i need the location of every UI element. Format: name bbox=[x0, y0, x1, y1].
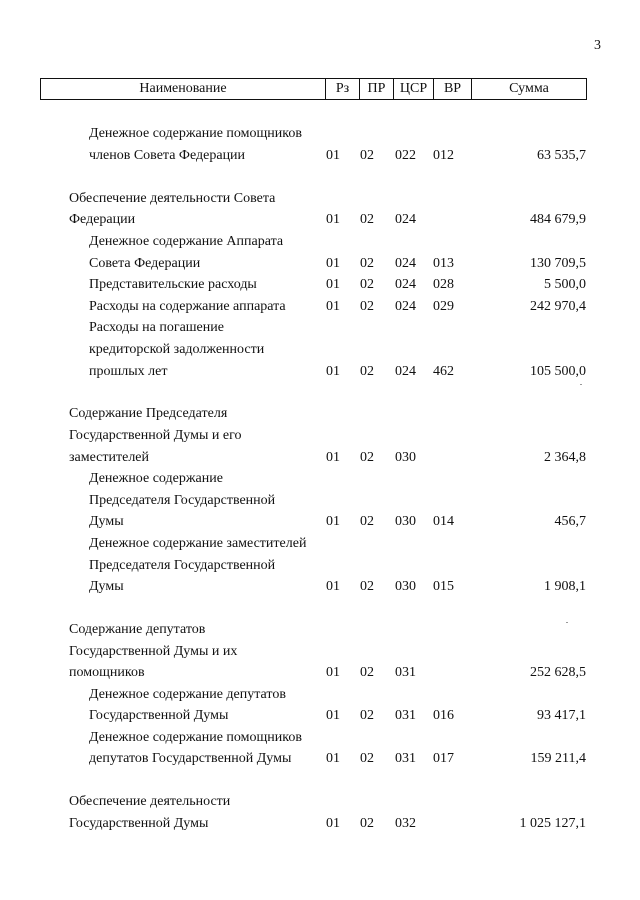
row-name: Думы bbox=[89, 579, 124, 594]
table-row bbox=[0, 231, 640, 252]
row-vr: 029 bbox=[433, 299, 454, 314]
table-row bbox=[0, 641, 640, 662]
scan-speck bbox=[580, 384, 582, 385]
row-rz: 01 bbox=[326, 514, 340, 529]
row-vr: 014 bbox=[433, 514, 454, 529]
row-name: кредиторской задолженности bbox=[89, 342, 265, 357]
row-csr: 030 bbox=[395, 579, 416, 594]
row-name: Представительские расходы bbox=[89, 277, 257, 292]
header-name: Наименование bbox=[41, 79, 326, 99]
row-name: Расходы на содержание аппарата bbox=[89, 299, 286, 314]
table-row bbox=[0, 748, 640, 769]
row-csr: 024 bbox=[395, 212, 416, 227]
row-pr: 02 bbox=[360, 665, 374, 680]
table-row bbox=[0, 188, 640, 209]
row-rz: 01 bbox=[326, 299, 340, 314]
row-pr: 02 bbox=[360, 708, 374, 723]
row-pr: 02 bbox=[360, 514, 374, 529]
table-row bbox=[0, 490, 640, 511]
row-vr: 012 bbox=[433, 148, 454, 163]
table-row bbox=[0, 813, 640, 834]
row-rz: 01 bbox=[326, 277, 340, 292]
row-pr: 02 bbox=[360, 212, 374, 227]
row-name: Денежное содержание заместителей bbox=[89, 536, 307, 551]
row-csr: 030 bbox=[395, 450, 416, 465]
row-name: Денежное содержание депутатов bbox=[89, 687, 286, 702]
row-rz: 01 bbox=[326, 450, 340, 465]
table-row bbox=[0, 339, 640, 360]
row-csr: 024 bbox=[395, 364, 416, 379]
row-sum: 159 211,4 bbox=[530, 751, 586, 766]
table-row bbox=[0, 296, 640, 317]
row-rz: 01 bbox=[326, 751, 340, 766]
table-row bbox=[0, 555, 640, 576]
row-name: Председателя Государственной bbox=[89, 493, 276, 508]
row-name: Государственной Думы bbox=[89, 708, 229, 723]
row-csr: 031 bbox=[395, 708, 416, 723]
row-csr: 030 bbox=[395, 514, 416, 529]
row-name: Содержание депутатов bbox=[69, 622, 206, 637]
row-rz: 01 bbox=[326, 708, 340, 723]
row-csr: 024 bbox=[395, 277, 416, 292]
row-pr: 02 bbox=[360, 256, 374, 271]
row-name: членов Совета Федерации bbox=[89, 148, 246, 163]
scan-speck bbox=[566, 622, 568, 623]
table-row bbox=[0, 662, 640, 683]
row-pr: 02 bbox=[360, 816, 374, 831]
row-name: Денежное содержание bbox=[89, 471, 223, 486]
row-csr: 024 bbox=[395, 256, 416, 271]
row-csr: 024 bbox=[395, 299, 416, 314]
row-csr: 032 bbox=[395, 816, 416, 831]
row-name: Расходы на погашение bbox=[89, 320, 224, 335]
row-sum: 63 535,7 bbox=[537, 148, 586, 163]
row-sum: 130 709,5 bbox=[530, 256, 586, 271]
row-sum: 484 679,9 bbox=[530, 212, 586, 227]
row-pr: 02 bbox=[360, 751, 374, 766]
row-pr: 02 bbox=[360, 148, 374, 163]
table-row bbox=[0, 123, 640, 144]
row-name: Федерации bbox=[69, 212, 136, 227]
row-rz: 01 bbox=[326, 148, 340, 163]
row-name: Государственной Думы и их bbox=[69, 644, 238, 659]
row-pr: 02 bbox=[360, 450, 374, 465]
row-name: Обеспечение деятельности bbox=[69, 794, 231, 809]
table-row bbox=[0, 425, 640, 446]
row-pr: 02 bbox=[360, 277, 374, 292]
row-name: Обеспечение деятельности Совета bbox=[69, 191, 276, 206]
row-name: депутатов Государственной Думы bbox=[89, 751, 292, 766]
row-sum: 252 628,5 bbox=[530, 665, 586, 680]
row-name: Думы bbox=[89, 514, 124, 529]
row-rz: 01 bbox=[326, 212, 340, 227]
table-row bbox=[0, 684, 640, 705]
table-row bbox=[0, 533, 640, 554]
row-name: Председателя Государственной bbox=[89, 558, 276, 573]
row-csr: 022 bbox=[395, 148, 416, 163]
row-vr: 017 bbox=[433, 751, 454, 766]
row-name: помощников bbox=[69, 665, 145, 680]
table-row bbox=[0, 619, 640, 640]
header-vr: ВР bbox=[434, 79, 472, 99]
table-row bbox=[0, 468, 640, 489]
header-rz: Рз bbox=[326, 79, 360, 99]
row-vr: 028 bbox=[433, 277, 454, 292]
table-row bbox=[0, 145, 640, 166]
table-row bbox=[0, 403, 640, 424]
row-rz: 01 bbox=[326, 256, 340, 271]
row-sum: 1 025 127,1 bbox=[519, 816, 586, 831]
row-name: Денежное содержание помощников bbox=[89, 126, 302, 141]
row-name: заместителей bbox=[69, 450, 150, 465]
table-row bbox=[0, 253, 640, 274]
table-row bbox=[0, 791, 640, 812]
header-pr: ПР bbox=[360, 79, 394, 99]
row-vr: 016 bbox=[433, 708, 454, 723]
table-row bbox=[0, 361, 640, 382]
row-sum: 456,7 bbox=[554, 514, 586, 529]
table-row bbox=[0, 727, 640, 748]
page-number: 3 bbox=[594, 38, 601, 53]
header-csr: ЦСР bbox=[394, 79, 434, 99]
row-name: Денежное содержание помощников bbox=[89, 730, 302, 745]
row-csr: 031 bbox=[395, 751, 416, 766]
table-row bbox=[0, 511, 640, 532]
table-row bbox=[0, 447, 640, 468]
row-sum: 5 500,0 bbox=[544, 277, 586, 292]
row-name: Государственной Думы и его bbox=[69, 428, 242, 443]
header-sum: Сумма bbox=[509, 81, 549, 96]
row-rz: 01 bbox=[326, 364, 340, 379]
row-csr: 031 bbox=[395, 665, 416, 680]
row-name: Денежное содержание Аппарата bbox=[89, 234, 284, 249]
row-vr: 015 bbox=[433, 579, 454, 594]
row-name: Государственной Думы bbox=[69, 816, 209, 831]
row-name: Содержание Председателя bbox=[69, 406, 228, 421]
row-rz: 01 bbox=[326, 816, 340, 831]
table-row bbox=[0, 317, 640, 338]
row-vr: 462 bbox=[433, 364, 454, 379]
row-sum: 242 970,4 bbox=[530, 299, 586, 314]
table-row bbox=[0, 705, 640, 726]
row-pr: 02 bbox=[360, 364, 374, 379]
row-sum: 93 417,1 bbox=[537, 708, 586, 723]
row-pr: 02 bbox=[360, 579, 374, 594]
row-rz: 01 bbox=[326, 579, 340, 594]
row-sum: 2 364,8 bbox=[544, 450, 586, 465]
row-sum: 1 908,1 bbox=[544, 579, 586, 594]
row-vr: 013 bbox=[433, 256, 454, 271]
row-name: Совета Федерации bbox=[89, 256, 201, 271]
row-pr: 02 bbox=[360, 299, 374, 314]
table-row bbox=[0, 576, 640, 597]
table-row bbox=[0, 209, 640, 230]
row-name: прошлых лет bbox=[89, 364, 168, 379]
row-rz: 01 bbox=[326, 665, 340, 680]
table-row bbox=[0, 274, 640, 295]
row-sum: 105 500,0 bbox=[530, 364, 586, 379]
